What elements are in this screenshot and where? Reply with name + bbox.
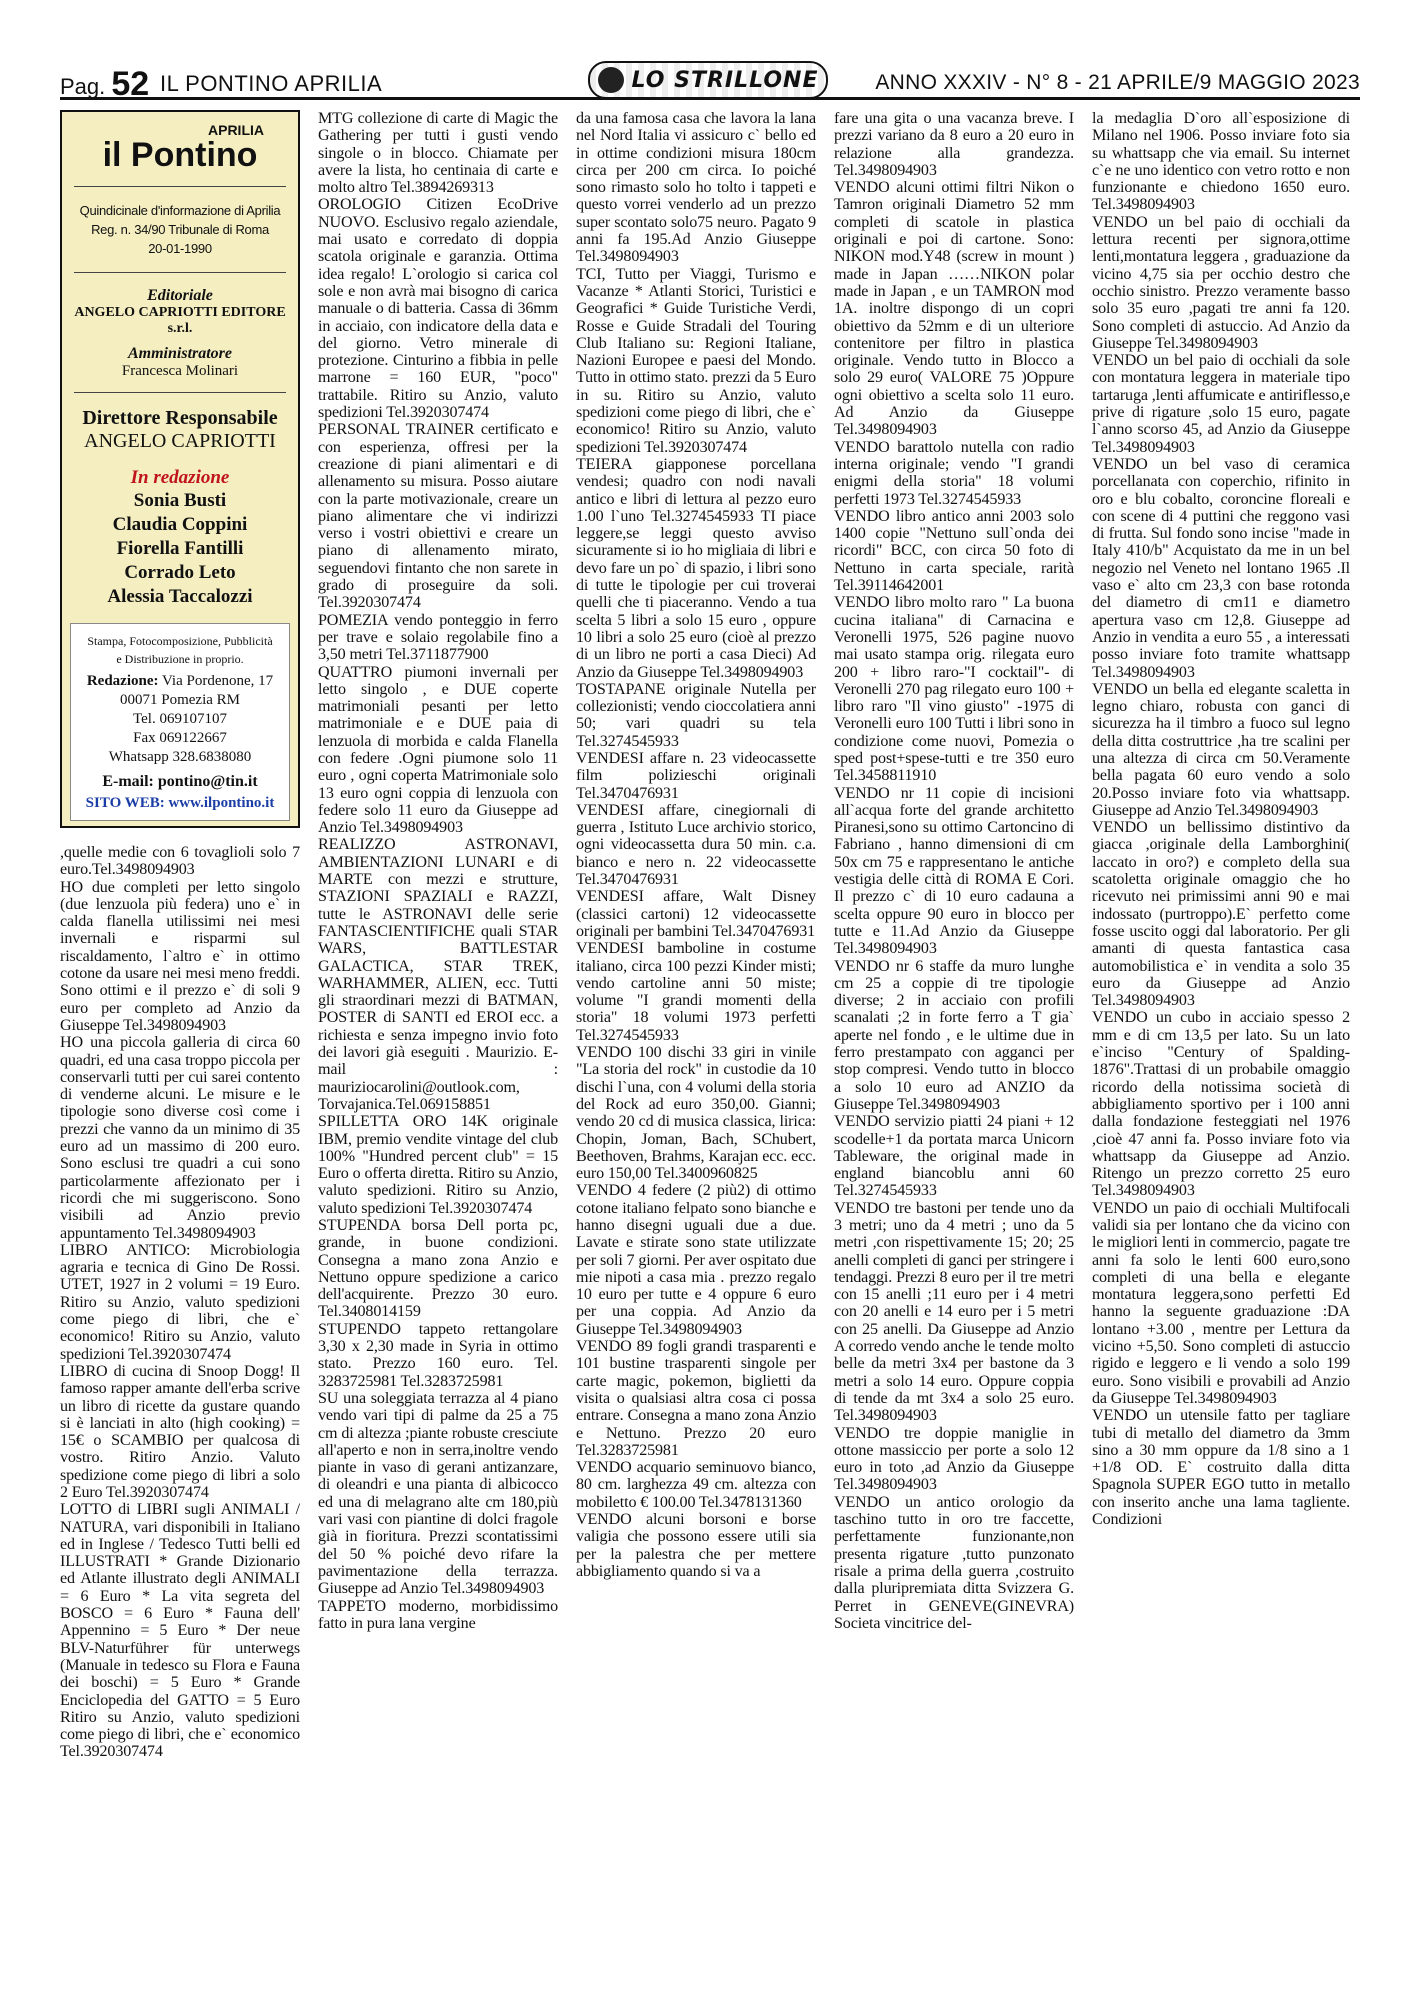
paper-name: IL PONTINO APRILIA: [160, 71, 383, 96]
logo-figure-icon: [598, 67, 624, 93]
classified-ad: SU una soleggiata terrazza al 4 piano vendo vari tipi di palme da 25 a 75 cm di altezza ;piante robuste cresciute all'aperto e non in serra,inoltre vendo piante in vaso di gerani antizanzare, di oleandri e una pianta di albicocco ed una di melagrano alte cm 180,più vari vasi con piantine di dolci fragole già in fioritura. Prezzi scontatissimi del 50 % poiché devo rifare la pavimentazione della terrazza. Giuseppe ad Anzio Tel.3498094903: [318, 1389, 558, 1598]
admin-label: Amministratore: [127, 345, 233, 362]
ads-column-3: [576, 110, 816, 1974]
classified-ad: STUPENDO tappeto rettangolare 3,30 x 2,30 made in Syria in ottimo stato. Prezzo 160 euro. Tel. 3283725981 Tel.3283725981: [318, 1320, 558, 1390]
classified-ad: VENDO un antico orologio da taschino tutto in oro tre faccette, perfettamente funzionante,non presenta rigature ,tutto punzonato risale a prima della guerra ,costruito dalla pluripremiata ditta Svizzera G. Perret in GENEVE(GINEVRA) Societa vincitrice del-: [834, 1493, 1074, 1632]
classified-ad: VENDO 4 federe (2 più2) di ottimo cotone italiano felpato sono bianche e hanno disegni uguali due a due. Lavate e stirate sono state utilizzate per soli 7 giorni. Per aver ospitato due mie nipoti a casa mia . prezzo regalo 10 euro per tutte e 4 oppure 6 euro per una coppia. Ad Anzio da Giuseppe Tel.3498094903: [576, 1182, 816, 1338]
classified-ad: fare una gita o una vacanza breve. I prezzi variano da 8 euro a 20 euro in relazione alla grandezza. Tel.3498094903: [834, 110, 1074, 179]
classified-ad: VENDO un bellissimo distintivo da giacca ,originale della Lamborghini( laccato in oro?) e completo della sua scatoletta originale omaggio che ho ricevuto nei primissimi anni 90 e mai indossato (purtroppo).E` perfetto come fosse uscito oggi dal laboratorio. Per gli amanti di questa fantastica casa automobilistica e` in vendita a solo 35 euro da Giuseppe ad Anzio Tel.3498094903: [1092, 819, 1350, 1010]
classified-ad: VENDO tre bastoni per tende uno da 3 metri; uno da 4 metri ; uno da 5 metri ,con rispettivamente 15; 20; 25 anelli completi di ganci per stringere i tendaggi. Prezzi 8 euro per il tre metri con 15 anelli ;11 euro per i 4 metri con 20 anelli e 14 euro per i 5 metri con 25 anelli. Da Giuseppe ad Anzio A corredo vendo anche le tende molto belle da metri 3x4 per bastone da 3 metri a solo 14 euro. Oppure coppia di tende da mt 3x4 a solo 25 euro. Tel.3498094903: [834, 1199, 1074, 1425]
ads-column-1: [60, 844, 300, 1974]
classified-ad: MTG collezione di carte di Magic the Gathering per tutti i gusti vendo singole o in blocco. Chiamate per avere la lista, ho centinaia di carte e molto altro Tel.3894269313: [318, 110, 558, 197]
staff-member: Claudia Coppini: [112, 514, 248, 535]
issue-info: ANNO XXXIV - N° 8 - 21 APRILE/9 MAGGIO 2023: [875, 71, 1360, 94]
classified-ad: VENDO tre doppie maniglie in ottone massiccio per porte a solo 12 euro in toto ,ad Anzio da Giuseppe Tel.3498094903: [834, 1424, 1074, 1494]
admin-name: Francesca Molinari: [121, 363, 239, 379]
classified-ad: VENDESI affare, cinegiornali di guerra , Istituto Luce archivio storico, ogni videocassetta dura 50 min. c.a. bianco e nero n. 22 videocassette Tel.3470476931: [576, 801, 816, 889]
classified-ad: ,quelle medie con 6 tovaglioli solo 7 euro.Tel.3498094903: [60, 844, 300, 879]
classified-ad: VENDESI affare, Walt Disney (classici cartoni) 12 videocassette originali per bambini Tel.3470476931: [576, 888, 816, 940]
page-header: [60, 64, 1360, 103]
masthead-box: [60, 110, 300, 828]
staff-label: In redazione: [130, 467, 230, 488]
ads-column-4: [834, 110, 1074, 1974]
classified-ad: da una famosa casa che lavora la lana nel Nord Italia vi assicuro c` bello ed in ottime condizioni misura 180cm circa per 200 cm circa. Io poiché sono rimasto solo ho tolto i tappeti e questo vorrei venderlo ad un prezzo super scontato solo75 neuro. Pagato 9 anni fa 195.Ad Anzio Giuseppe Tel.3498094903: [576, 110, 816, 266]
whatsapp-number: Whatsapp 328.6838080: [108, 749, 252, 765]
classified-ad: TOSTAPANE originale Nutella per collezionisti; vendo cioccolatiera anni 50; vari quadri su tela Tel.3274545933: [576, 680, 816, 750]
classified-ad: OROLOGIO Citizen EcoDrive NUOVO. Esclusivo regalo aziendale, mai usato e corredato di doppia scatola originale e garanzia. Ottima idea regalo! L`orologio si carica col sole e non avrà mai bisogno di carica manuale o di batteria. Cassa di 36mm in acciaio, con indicatore della data e del giorno. Vetro minerale di protezione. Cinturino a fibbia in pelle marrone = 160 EUR, "poco" trattabile. Ritiro su Anzio, valuto spedizioni Tel.3920307474: [318, 196, 558, 422]
classified-ad: VENDO libro molto raro " La buona cucina italiana" di Carnacina e Veronelli 1975, 526 pagine nuovo mai usato stampa orig. rilegata euro 200 + libro raro-"I cocktail"- di Veronelli 270 pag rilegato euro 100 + libro raro "Il vino giusto" -1975 di Veronelli euro 100 Tutti i libri sono in condizione come nuovi, Pomezia o sped post+spese-tutti e tre 350 euro Tel.3458811910: [834, 594, 1074, 785]
classified-ad: la medaglia D`oro all`esposizione di Milano nel 1906. Posso inviare foto sia su whattsapp che via email. Su internet c`e ne uno identico con vetro rotto e non funzionante e chiedono 1650 euro. Tel.3498094903: [1092, 110, 1350, 214]
page-number: 52: [111, 65, 150, 103]
classified-ad: VENDO nr 6 staffe da muro lunghe cm 25 a coppie di tre tipologie diverse; 2 in acciaio con profili scanalati ;2 in forte ferro a T gia` aperte nel fondo , e le ultime due in ferro prestampato con agganci per stop compresi. Vendo tutto in blocco a solo 10 euro ad ANZIO da Giuseppe Tel.3498094903: [834, 957, 1074, 1113]
staff-member: Alessia Taccalozzi: [107, 586, 253, 607]
print-info: Stampa, Fotocomposizione, Pubblicità: [87, 634, 273, 648]
fax-number: Fax 069122667: [133, 730, 227, 746]
director-label: Direttore Responsabile: [82, 407, 278, 429]
publisher-name: ANGELO CAPRIOTTI EDITORE s.r.l.: [74, 305, 286, 336]
classified-ad: VENDO servizio piatti 24 piani + 12 scodelle+1 da portata marca Unicorn Tableware, the original made in england biancoblu anni 60 Tel.3274545933: [834, 1113, 1074, 1200]
classified-ad: HO due completi per letto singolo (due lenzuola più federa) uno e` in calda flanella utilissimi nei mesi invernali e risparmi sul riscaldamento, l`altro e` in ottimo cotone da usare nei mesi meno freddi. Sono ottimi e il prezzo e` di soli 9 euro per completo ad Anzio da Giuseppe Tel.3498094903: [60, 878, 300, 1034]
classified-ad: VENDO libro antico anni 2003 solo 1400 copie "Nettuno sull`onda dei ricordi" BCC, con circa 50 foto di Nettuno in carta speciale, rarità Tel.39114642001: [834, 507, 1074, 595]
classified-ad: QUATTRO piumoni invernali per letto singolo , e DUE coperte matrimoniali pesanti per letto matrimoniale e e DUE paia di lenzuola di morbida e calda Flanella con federe .Ogni piumone solo 11 euro , ogni coperta Matrimoniale solo 13 euro ogni coppia di lenzuola con federe solo 11 euro da Giuseppe ad Anzio Tel.3498094903: [318, 663, 558, 837]
classified-ad: VENDO acquario seminuovo bianco, 80 cm. larghezza 49 cm. altezza con mobiletto € 100.00 Tel.3478131360: [576, 1459, 816, 1511]
classified-ad: HO una piccola galleria di circa 60 quadri, ed una casa troppo piccola per conservarli tutti per cui sarei contento di venderne alcuni. Le misure e le tipologie sono diverse così come i prezzi che vanno da un minimo di 35 euro ad un massimo di 200 euro. Sono esclusi tre quadri a cui sono particolarmente affezionato per i ricordi che mi suggeriscono. Sono visibili ad Anzio previo appuntamento Tel.3498094903: [60, 1034, 300, 1242]
classified-ad: VENDO un bella ed elegante scaletta in legno chiaro, robusta con ganci di sicurezza ha il timbro a fuoco sul legno della ditta costruttrice ,ha tre scalini per una altezza di circa cm 50.Veramente bella pagata 60 euro vendo a solo 20.Posso inviare foto via whattsapp. Giuseppe ad Anzio Tel.3498094903: [1092, 680, 1350, 819]
masthead-city: APRILIA: [208, 122, 264, 138]
page-label: Pag.: [60, 74, 106, 99]
classified-ad: SPILLETTA ORO 14K originale IBM, premio vendite vintage del club 100% "Hundred percent club" = 15 Euro o offerta diretta. Ritiro su Anzio, valuto spedizioni. Ritiro su Anzio, valuto spedizioni Tel.3920307474: [318, 1113, 558, 1217]
editorial-label: Editoriale: [147, 287, 213, 304]
classified-ad: VENDO 89 fogli grandi trasparenti e 101 bustine trasparenti singole per carte magic, pokemon, biglietti da visita o qualsiasi altra cosa ci possa entrare. Consegna a mano zona Anzio e Nettuno. Prezzo 20 euro Tel.3283725981: [576, 1338, 816, 1459]
contacts-box: [70, 623, 290, 821]
masthead-desc: Quindicinale d'informazione di Aprilia: [79, 203, 281, 218]
masthead-title: il Pontino: [102, 136, 258, 174]
classified-ad: VENDO alcuni borsoni e borse valigia che possono essere utili sia per la palestra che per mettere abbigliamento quando si va a: [576, 1511, 816, 1580]
page-number-block: [60, 64, 149, 103]
classified-ad: LOTTO di LIBRI sugli ANIMALI / NATURA, vari disponibili in Italiano ed in Inglese / Tedesco Tutti belli ed ILLUSTRATI * Grande Dizionario ed Atlante illustrato degli ANIMALI = 6 Euro * La vita segreta del BOSCO = 6 Euro * Fauna dell' Appennino = 5 Euro * Der neue BLV-Naturführer für unterwegs (Manuale in tedesco su Flora e Fauna dei boschi) = 5 Euro * Grande Enciclopedia del GATTO = 5 Euro Ritiro su Anzio, valuto spedizioni come piego di libri, che e` economico Tel.3920307474: [60, 1501, 300, 1761]
ads-column-2: [318, 110, 558, 1974]
classified-ad: STUPENDA borsa Dell porta pc, grande, in buone condizioni. Consegna a mano zona Anzio e Nettuno oppure spedizione a carico dell'acquirente. Prezzo 30 euro. Tel.3408014159: [318, 1217, 558, 1321]
classified-ad: VENDO un paio di occhiali Multifocali validi sia per lontano che da vicino con le migliori lenti in commercio, pagate tre anni fa solo le lenti 600 euro,sono completi di una bella e elegante montatura leggera,sono perfetti Ed hanno la seguente graduazione :DA lontano +3.00 , mentre per Lettura da vicino +5,50. Sono completi di astuccio rigido e leggero e li vendo a solo 199 euro. Sono visibili e provabili ad Anzio da Giuseppe Tel.3498094903: [1092, 1199, 1350, 1407]
classified-ad: VENDESI affare n. 23 videocassette film polizieschi originali Tel.3470476931: [576, 749, 816, 802]
classified-ad: VENDO un utensile fatto per tagliare tubi di metallo del diametro da 3mm sino a 30 mm oppure da 1/8 sino a 1 +1/8 OD. E` costruito dalla ditta Spagnola SUPER EGO tutto in metallo con inserito anche una lama tagliente. Condizioni: [1092, 1407, 1350, 1529]
classified-ad: VENDO un bel vaso di ceramica porcellanata con coperchio, rifinito in oro e blu cobalto, coroncine floreali e con scene di 4 puttini che reggono vasi di frutta. Sul fondo sono incise "made in Italy 410/b" Acquistato da me in un bel negozio nel Veneto nel lontano 1965 .Il vaso e` alto cm 23,3 con base rotonda del diametro di cm11 e diametro apertura vaso cm 12,8. Giuseppe ad Anzio in vendita a euro 55 , a interessati posso inviare foto tramite whattsapp Tel.3498094903: [1092, 455, 1350, 681]
ads-column-5: [1092, 110, 1350, 1974]
print-info-2: e Distribuzione in proprio.: [116, 652, 244, 666]
classified-ad: VENDO nr 11 copie di incisioni all`acqua forte del grande architetto Piranesi,sono su ottimo Cartoncino di Fabriano , hanno dimensioni di cm 50x cm 75 e rappresentano le antiche vestigia delle città di ROMA E Cori. Il prezzo c` di 10 euro cadauna a scelta oppure 90 euro in blocco per tutte e 11.Ad Anzio da Giuseppe Tel.3498094903: [834, 784, 1074, 958]
classified-ad: VENDO un cubo in acciaio spesso 2 mm e di cm 13,5 per lato. Su un lato e`inciso "Century of Spalding-1876".Trattasi di un probabile omaggio ricordo della notissima società di abbigliamento sportivo per i 100 anni dalla fondazione festeggiati nel 1976 ,cioè 47 anni fa. Posso inviare foto via whattsapp da Giuseppe ad Anzio. Ritengo un prezzo corretto 25 euro Tel.3498094903: [1092, 1009, 1350, 1200]
staff-member: Corrado Leto: [124, 562, 236, 583]
redazione-label: Redazione:: [86, 673, 159, 689]
masthead-date: 20-01-1990: [148, 241, 212, 256]
staff-member: Fiorella Fantilli: [116, 538, 244, 559]
classified-ad: POMEZIA vendo ponteggio in ferro per trave e solaio regolabile fino a 3,50 metri Tel.3711877900: [318, 611, 558, 664]
classified-ad: VENDO barattolo nutella con radio interna originale; vendo "I grandi enigmi della storia" 18 volumi perfetti 1973 Tel.3274545933: [834, 438, 1074, 508]
address-street: Via Pordenone, 17: [161, 673, 274, 689]
classified-ad: VENDO alcuni ottimi filtri Nikon o Tamron originali Diametro 52 mm completi di scatole in plastica originali e poi di cartone. Sono: NIKON mod.Y48 (screw in mount ) made in Japan ……NIKON polar made in Japan , e un TAMRON mod 1A. inoltre dispongo di un copri obiettivo da 52mm e di un ulteriore contenitore per filtro in plastica originale. Vendo tutto in Blocco a solo 29 euro( VALORE 75 )Oppure ogni obiettivo a scelta solo 11 euro. Ad Anzio da Giuseppe Tel.3498094903: [834, 179, 1074, 439]
address-city: 00071 Pomezia RM: [120, 692, 240, 708]
tel-number: Tel. 069107107: [133, 711, 227, 727]
classified-ad: VENDO 100 dischi 33 giri in vinile "La storia del rock" in custodie da 10 dischi l`una, con 4 volumi della storia del Rock ad euro 350,00. Gianni; vendo 20 cd di musica classica, lirica: Chopin, Joman, Bach, SChubert, Beethoven, Brahms, Karajan ecc. ecc. euro 150,00 Tel.3400960825: [576, 1044, 816, 1183]
strillone-logo: [588, 61, 828, 99]
classified-ad: LIBRO ANTICO: Microbiologia agraria e tecnica di Gino De Rossi. UTET, 1927 in 2 volumi = 19 Euro. Ritiro su Anzio, valuto spedizioni come piego di libri, che e` economico! Ritiro su Anzio, valuto spedizioni Tel.3920307474: [60, 1241, 300, 1363]
email-address[interactable]: E-mail: pontino@tin.it: [102, 773, 258, 790]
classified-ad: VENDESI bamboline in costume italiano, circa 100 pezzi Kinder misti; vendo cartoline anni 50 miste; volume "I grandi momenti della storia" 18 volumi 1973 perfetti Tel.3274545933: [576, 940, 816, 1044]
classified-ad: PERSONAL TRAINER certificato e con esperienza, offresi per la creazione di piani alimentari e di allenamento su misura. Posso aiutare con la parte motivazionale, creare un piano alimentare che vi indirizzi verso i vostri obiettivi e creare un piano di allenamento mirato, seguendovi fintanto che non sarete in grado di proseguire da soli. Tel.3920307474: [318, 421, 558, 612]
classified-ad: TCI, Tutto per Viaggi, Turismo e Vacanze * Atlanti Storici, Turistici e Geografici * Guide Turistiche Verdi, Rosse e Guide Stradali del Touring Club Italiano su: Regioni Italiane, Nazioni Europee e paesi del Mondo. Tutto in ottimo stato. prezzi da 5 Euro in su. Ritiro su Anzio, valuto spedizioni come piego di libri, che e` economico! Ritiro su Anzio, valuto spedizioni Tel.3920307474: [576, 265, 816, 456]
director-name: ANGELO CAPRIOTTI: [84, 430, 276, 452]
classified-ad: VENDO un bel paio di occhiali da lettura recenti per signora,ottime lenti,montatura leggera , graduazione da vicino 4,75 sia per occhio destro che occhio sinistro. Prezzo veramente basso solo 35 euro ,pagati tre anni fa 120. Sono completi di astuccio. Ad Anzio da Giuseppe Tel.3498094903: [1092, 213, 1350, 352]
classified-ad: TAPPETO moderno, morbidissimo fatto in pura lana vergine: [318, 1597, 558, 1632]
classified-ad: REALIZZO ASTRONAVI, AMBIENTAZIONI LUNARI e di MARTE con mezzi e strutture, STAZIONI SPAZIALI e RAZZI, tutte le ASTRONAVI delle serie FANTASCIENTIFICHE quali STAR WARS, BATTLESTAR GALACTICA, STAR TREK, WARHAMMER, ALIEN, ecc. Tutti gli straordinari mezzi di BATMAN, POSTER di SANTI ed EROI ecc. a richiesta e senza impegno invio foto dei lavori già eseguiti . Maurizio. E-mail : mauriziocarolini@outlook.com, Torvajanica.Tel.069158851: [318, 836, 558, 1113]
classified-ad: LIBRO di cucina di Snoop Dogg! Il famoso rapper amante dell'erba scrive un libro di ricette da gustare quando si è lanciati in alto (high cooking) = 15€ o SCAMBIO per qualcosa di vostro. Ritiro Anzio. Valuto spedizione come piego di libri a solo 2 Euro Tel.3920307474: [60, 1362, 300, 1501]
website-link[interactable]: SITO WEB: www.ilpontino.it: [85, 795, 275, 811]
staff-member: Sonia Busti: [133, 490, 227, 511]
classified-ad: VENDO un bel paio di occhiali da sole con montatura leggera in materiale tipo tartaruga ,lenti affumicate e antiriflesso,e prive di rigature ,solo 15 euro, pagate l`anno scorso 45, ad Anzio da Giuseppe Tel.3498094903: [1092, 352, 1350, 456]
logo-text: LO STRILLONE: [631, 67, 819, 93]
staff-list: [70, 489, 290, 609]
masthead-registration: Reg. n. 34/90 Tribunale di Roma: [91, 222, 269, 237]
classified-ad: TEIERA giapponese porcellana vendesi; quadro con nodi navali antico e libri di lettura al pezzo euro 1.00 l`uno Tel.3274545933 TI piace leggere,se leggi questo avviso sicuramente si io ho migliaia di libri e devo fare un po` di spazio, i libri sono di tutte le tipologie per cui troverai quelli che ti piaceranno. Vendo a tua scelta 5 libri a solo 15 euro , oppure 10 libri a solo 25 euro (cioè al prezzo di un libro ne porti a casa Dieci) Ad Anzio da Giuseppe Tel.3498094903: [576, 455, 816, 681]
